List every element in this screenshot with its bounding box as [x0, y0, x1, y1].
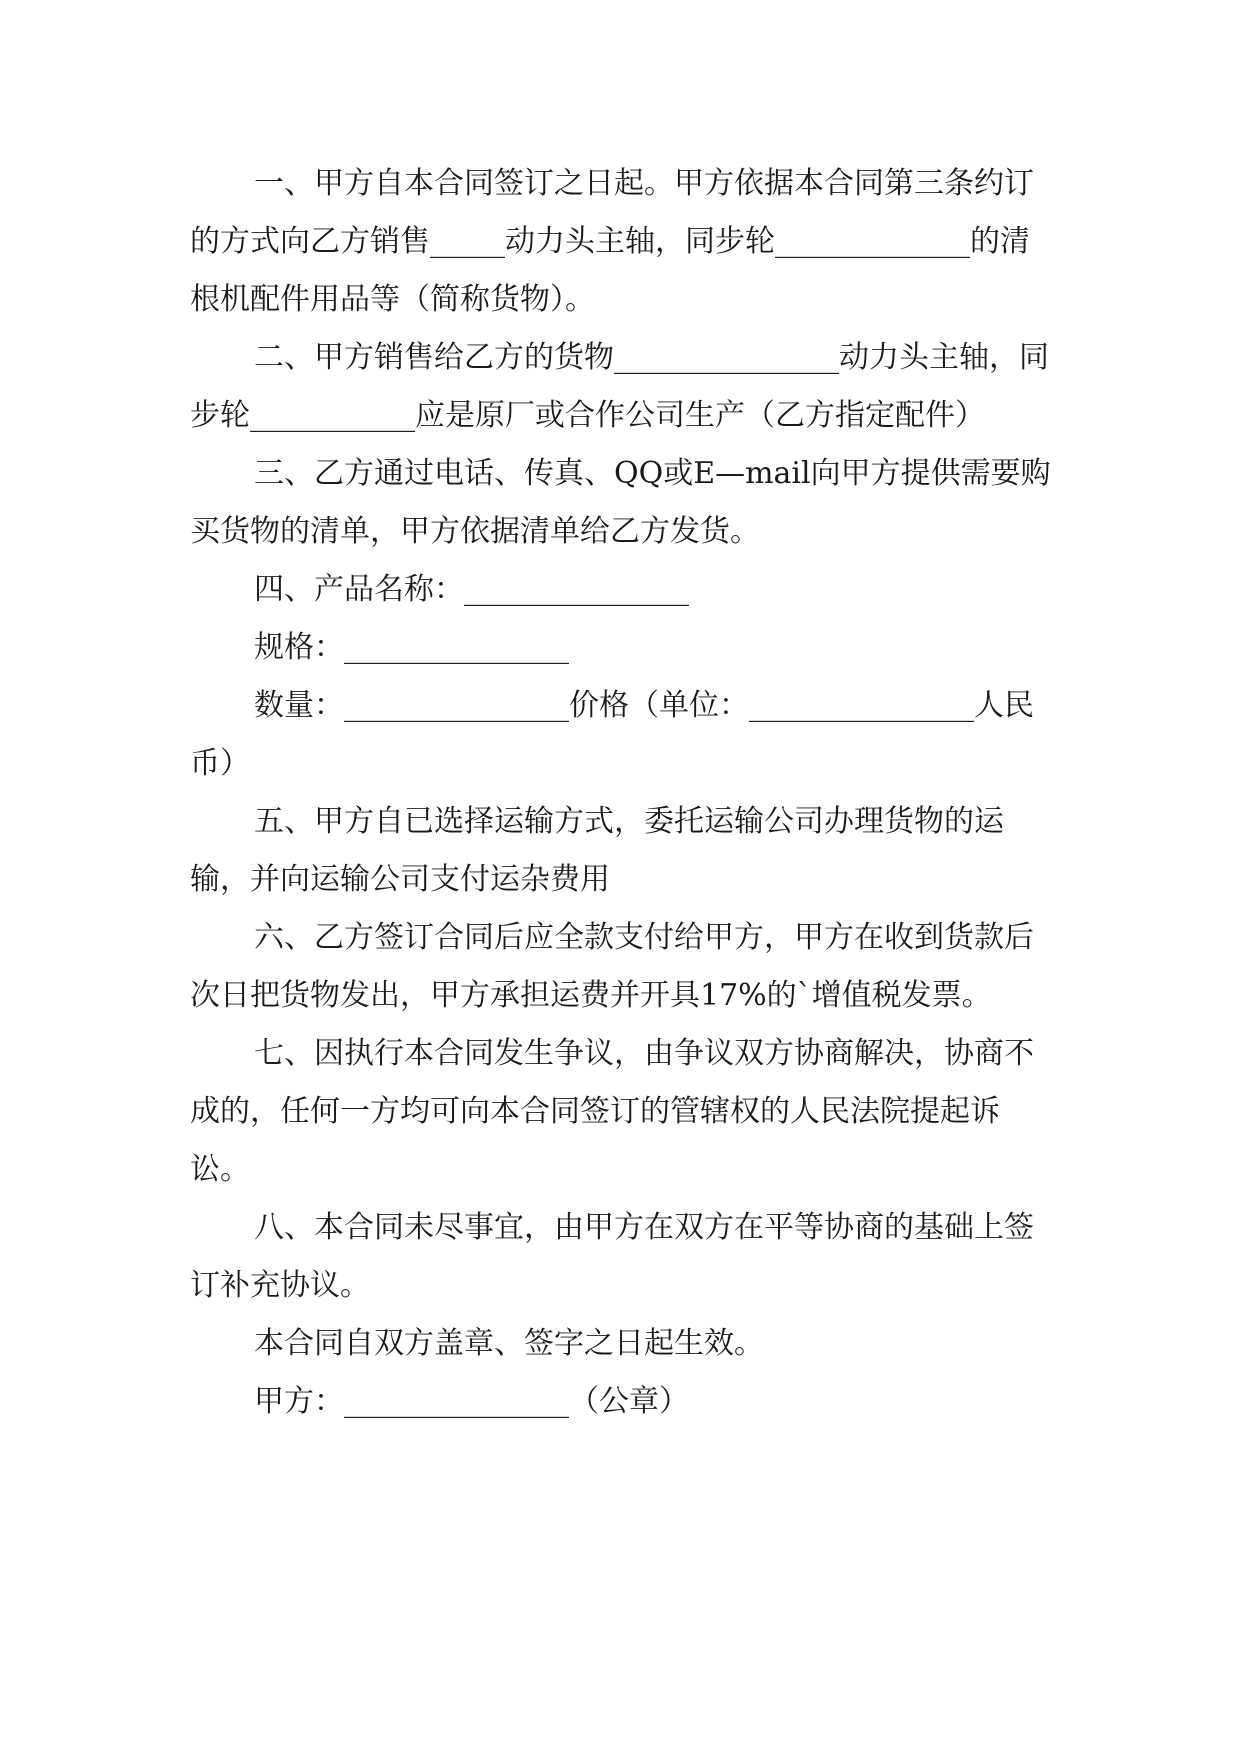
clause-4-spec: 规格：_______________	[254, 630, 569, 665]
clause-1: 一、甲方自本合同签订之日起。甲方依据本合同第三条约订的方式向乙方销售_____动力头主轴，同步轮_____________的清根机配件用品等（简称货物）。	[190, 166, 1034, 317]
clause-6: 六、乙方签订合同后应全款支付给甲方，甲方在收到货款后次日把货物发出，甲方承担运费并开具17%的`增值税发票。	[190, 920, 1034, 1013]
clause-7: 七、因执行本合同发生争议，由争议双方协商解决，协商不成的，任何一方均可向本合同签订的管辖权的人民法院提起诉讼。	[190, 1036, 1034, 1187]
clause-4-product-name: 四、产品名称：_______________	[254, 572, 689, 607]
document-body	[190, 155, 1052, 1431]
clause-5: 五、甲方自已选择运输方式，委托运输公司办理货物的运输，并向运输公司支付运杂费用	[190, 804, 1004, 897]
clause-3: 三、乙方通过电话、传真、QQ或E—mail向甲方提供需要购买货物的清单，甲方依据清单给乙方发货。	[190, 456, 1051, 549]
clause-2: 二、甲方销售给乙方的货物_______________动力头主轴，同步轮___________应是原厂或合作公司生产（乙方指定配件）	[190, 340, 1049, 433]
clause-8: 八、本合同未尽事宜，由甲方在双方在平等协商的基础上签订补充协议。	[190, 1210, 1034, 1303]
party-a-signature-line: 甲方：_______________（公章）	[254, 1384, 689, 1419]
clause-4-quantity-price: 数量：_______________价格（单位：_______________人民币）	[190, 688, 1034, 781]
effective-statement: 本合同自双方盖章、签字之日起生效。	[254, 1326, 764, 1361]
